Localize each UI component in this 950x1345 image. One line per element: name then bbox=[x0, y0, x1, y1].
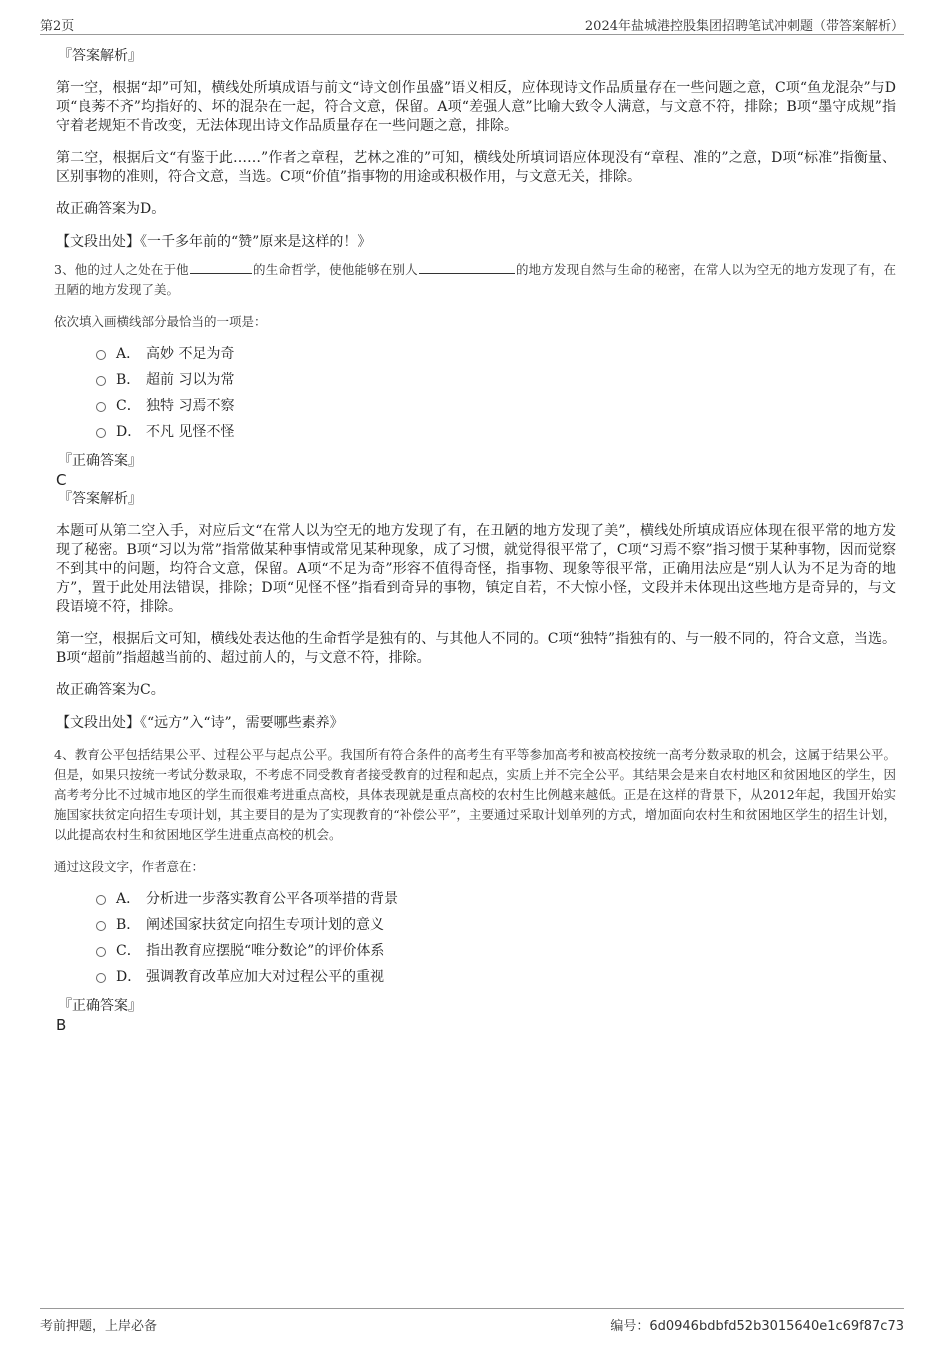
q3-option-b[interactable]: B． 超前 习以为常 bbox=[96, 367, 896, 393]
q2-conclusion: 故正确答案为D。 bbox=[56, 201, 166, 217]
q3-source: 【文段出处】《“远方”入“诗”，需要哪些素养》 bbox=[56, 715, 344, 731]
q2-analysis-paragraph-1: 第一空，根据“却”可知，横线处所填成语与前文“诗文创作虽盛”语义相反，应体现诗文作品质量存在一些问题之意，C项“鱼龙混杂”与D项“良莠不齐”均指好的、坏的混杂在一起，符合文意，保留。A项“差强人意”比喻大致令人满意，与文意不符，排除；B项“墨守成规”指守着老规矩不肯改变，无法体现出诗文作品质量存在一些问题之意，排除。 bbox=[56, 80, 896, 134]
q4-option-b[interactable]: B． 阐述国家扶贫定向招生专项计划的意义 bbox=[96, 912, 896, 938]
radio-icon[interactable] bbox=[96, 428, 106, 438]
q3-options bbox=[96, 341, 896, 445]
radio-icon[interactable] bbox=[96, 895, 106, 905]
q3-conclusion: 故正确答案为C。 bbox=[56, 682, 165, 698]
radio-icon[interactable] bbox=[96, 973, 106, 983]
question-3-stem bbox=[54, 260, 896, 300]
q3-analysis-paragraph-2: 第一空，根据后文可知，横线处表达他的生命哲学是独有的、与其他人不同的。C项“独特”指独有的、与一般不同的，符合文意，当选。B项“超前”指超越当前的、超过前人的，与文意不符，排除。 bbox=[56, 631, 896, 666]
q3-stem-part-a: 3、他的过人之处在于他 bbox=[54, 262, 189, 277]
radio-icon[interactable] bbox=[96, 947, 106, 957]
q2-source: 【文段出处】《一千多年前的“赞”原来是这样的！》 bbox=[56, 234, 372, 250]
q2-analysis-label: 『答案解析』 bbox=[58, 48, 142, 64]
q4-answer: B bbox=[56, 1016, 67, 1034]
q3-stem-part-b: 的生命哲学，使他能够在别人 bbox=[252, 262, 418, 277]
q3-option-c[interactable]: C． 独特 习焉不察 bbox=[96, 393, 896, 419]
q3-blank-1 bbox=[190, 261, 252, 274]
q3-correct-label: 『正确答案』 bbox=[58, 453, 142, 469]
page-content bbox=[56, 46, 896, 1034]
q3-analysis-label: 『答案解析』 bbox=[58, 491, 142, 507]
radio-icon[interactable] bbox=[96, 376, 106, 386]
q4-option-a[interactable]: A． 分析进一步落实教育公平各项举措的背景 bbox=[96, 886, 896, 912]
q3-option-a[interactable]: A． 高妙 不足为奇 bbox=[96, 341, 896, 367]
q4-prompt: 通过这段文字，作者意在： bbox=[54, 859, 205, 874]
q4-options bbox=[96, 886, 896, 990]
q4-option-c[interactable]: C． 指出教育应摆脱“唯分数论”的评价体系 bbox=[96, 938, 896, 964]
radio-icon[interactable] bbox=[96, 350, 106, 360]
q3-option-d[interactable]: D． 不凡 见怪不怪 bbox=[96, 419, 896, 445]
page-header bbox=[40, 12, 904, 35]
q4-correct-label: 『正确答案』 bbox=[58, 998, 142, 1014]
q3-prompt: 依次填入画横线部分最恰当的一项是： bbox=[54, 314, 267, 329]
q3-answer: C bbox=[56, 471, 67, 489]
q3-analysis-paragraph-1: 本题可从第二空入手，对应后文“在常人以为空无的地方发现了有，在丑陋的地方发现了美”，横线处所填成语应体现在很平常的地方发现了秘密。B项“习以为常”指常做某种事情或常见某种现象，成了习惯，就觉得很平常了，C项“习焉不察”指习惯于某种事物，因而觉察不到其中的问题，均符合文意，保留。A项“不足为奇”形容不值得奇怪，指事物、现象等很平常，正确用法应是“别人认为不足为奇的地方”，置于此处用法错误，排除；D项“见怪不怪”指看到奇异的事物，镇定自若，不大惊小怪，文段并未体现出这些地方是奇异的，与文段语境不符，排除。 bbox=[56, 523, 896, 615]
footer-slogan: 考前押题，上岸必备 bbox=[40, 1319, 158, 1334]
radio-icon[interactable] bbox=[96, 402, 106, 412]
page-footer bbox=[40, 1308, 904, 1335]
page-number: 第2页 bbox=[40, 19, 75, 34]
document-id: 编号：6d0946bdbfd52b3015640e1c69f87c73 bbox=[610, 1319, 904, 1334]
q2-analysis-paragraph-2: 第二空，根据后文“有鉴于此……”作者之章程，艺林之准的”可知，横线处所填词语应体现没有“章程、准的”之意，D项“标准”指衡量、区别事物的准则，符合文意，当选。C项“价值”指事物的用途或积极作用，与文意无关，排除。 bbox=[56, 150, 896, 185]
q3-blank-2 bbox=[419, 261, 515, 274]
question-4-stem: 4、教育公平包括结果公平、过程公平与起点公平。我国所有符合条件的高考生有平等参加高考和被高校按统一高考分数录取的机会，这属于结果公平。但是，如果只按统一考试分数录取，不考虑不同受教育者接受教育的过程和起点，实质上并不完全公平。其结果会是来自农村地区和贫困地区的学生，因高考考分比不过城市地区的学生而很难考进重点高校，具体表现就是重点高校的农村生比例越来越低。正是在这样的背景下，从2012年起，我国开始实施国家扶贫定向招生专项计划，其主要目的是为了实现教育的“补偿公平”，主要通过采取计划单列的方式，增加面向农村生和贫困地区学生的招生计划，以此提高农村生和贫困地区学生进重点高校的机会。 bbox=[54, 747, 896, 842]
radio-icon[interactable] bbox=[96, 921, 106, 931]
document-title: 2024年盐城港控股集团招聘笔试冲刺题（带答案解析） bbox=[584, 19, 904, 34]
q4-option-d[interactable]: D． 强调教育改革应加大对过程公平的重视 bbox=[96, 964, 896, 990]
q3-stem-part-c: 的地方发现自然与生命的秘密，在常人以为空无的地方发现了有，在丑陋的地方发现了美。 bbox=[54, 262, 896, 297]
